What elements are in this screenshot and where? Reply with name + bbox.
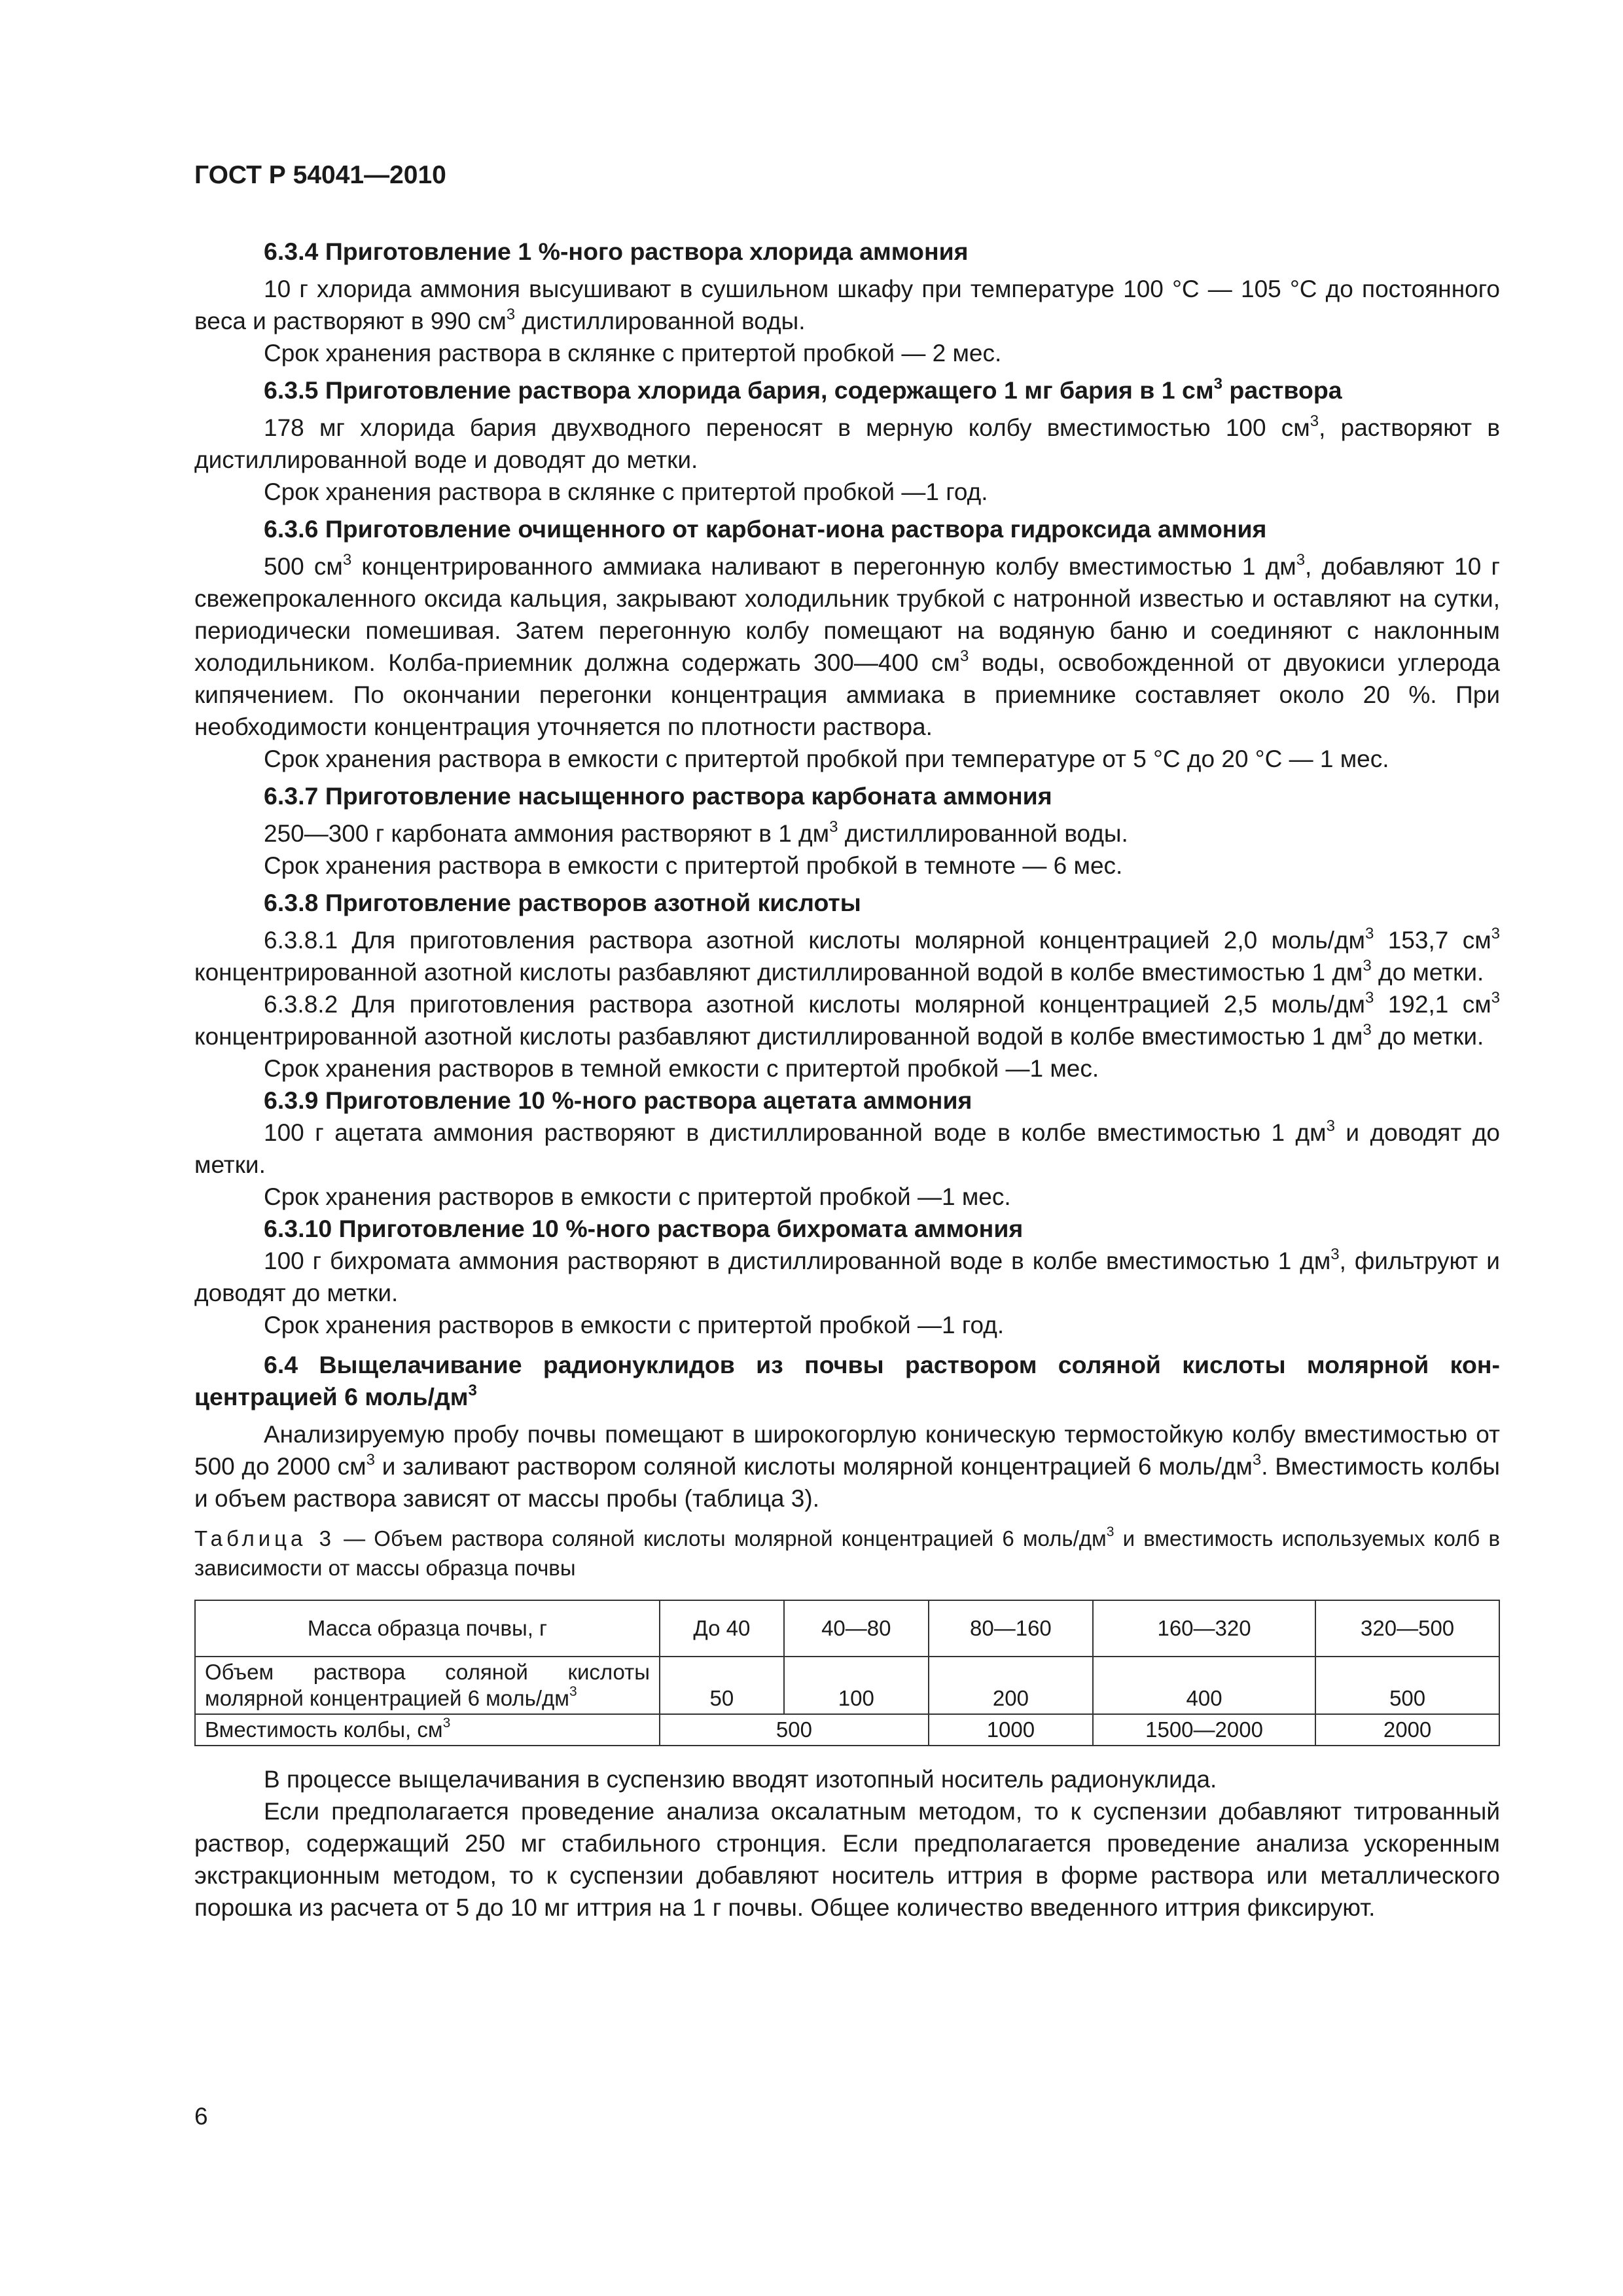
paragraph: 100 г ацетата аммония растворяют в дистиллированной воде в колбе вместимостью 1 $дм^3$ и доводят до метки.: [194, 1117, 1500, 1178]
table-row-label: Объем раствора соляной кислоты молярной концентрацией 6 моль/$дм^3$: [195, 1657, 660, 1714]
table-caption: Таблица 3 — Объем раствора соляной кислоты молярной концентрацией 6 моль/$дм^3$ и вместимость используемых колб в зависимости от массы образца почвы: [194, 1524, 1500, 1580]
paragraph: 100 г бихромата аммония растворяют в дистиллированной воде в колбе вместимостью 1 $дм^3$, фильтруют и доводят до метки.: [194, 1246, 1500, 1306]
table-header-cell: 160—320: [1093, 1600, 1315, 1657]
paragraph: 10 г хлорида аммония высушивают в сушильном шкафу при температуре 100 °С — 105 °С до постоянного веса и растворяют в 990 $см^3$ дистиллированной воды.: [194, 276, 1500, 334]
paragraph: Срок хранения растворов в емкости с притертой пробкой —1 год.: [264, 1312, 1005, 1338]
paragraph: 500 $см^3$ концентрированного аммиака наливают в перегонную колбу вместимостью 1 $дм^3$, добавляют 10 г свежепрокаленного оксида кальция, закрывают холодильник трубкой с натронной известью и оставляют на сутки, периодически помешивая. Затем перегонную колбу помещают на водяную баню и соединяют с наклонным холодильником. Колба-приемник должна содержать 300—400 $см^3$ воды, освобожденной от двуокиси углерода кипячением. По окончании перегонки концентрация аммиака в приемнике составляет около 20 %. При необходимости концентрация уточняется по плотности раствора.: [194, 551, 1500, 740]
table-row-label: Вместимость колбы, $см^3$: [195, 1714, 660, 1746]
table-header-cell: 320—500: [1315, 1600, 1499, 1657]
paragraph: Срок хранения раствора в склянке с притертой пробкой — 2 мес.: [264, 340, 1002, 367]
table-header-cell: 80—160: [929, 1600, 1093, 1657]
soil-table: [194, 1600, 1500, 1746]
table-cell: 1000: [929, 1714, 1093, 1746]
paragraph: Срок хранения раствора в емкости с притертой пробкой в темноте — 6 мес.: [264, 852, 1123, 879]
heading-6-3-5: 6.3.5 Приготовление раствора хлорида бария, содержащего 1 мг бария в 1 $см^3$ раствора: [264, 375, 1342, 404]
paragraph: Срок хранения раствора в емкости с притертой пробкой при температуре от 5 °С до 20 °С — 1 мес.: [264, 745, 1389, 772]
page-content: [194, 230, 1500, 1924]
table-cell: 2000: [1315, 1714, 1499, 1746]
paragraph: Срок хранения растворов в емкости с притертой пробкой —1 мес.: [264, 1183, 1011, 1210]
heading-6-3-10: 6.3.10 Приготовление 10 %-ного раствора бихромата аммония: [264, 1215, 1024, 1242]
paragraph: 6.3.8.2 Для приготовления раствора азотной кислоты молярной концентрацией 2,5 моль/$дм^3$ 192,1 $см^3$ концентрированной азотной кислоты разбавляют дистиллированной водой в колбе вместимостью 1 $дм^3$ до метки.: [194, 989, 1500, 1050]
table-header-cell: До 40: [660, 1600, 784, 1657]
table-cell: 50: [660, 1657, 784, 1714]
paragraph: Срок хранения растворов в темной емкости с притертой пробкой —1 мес.: [264, 1055, 1099, 1082]
table-cell: 400: [1093, 1657, 1315, 1714]
paragraph: 6.3.8.1 Для приготовления раствора азотной кислоты молярной концентрацией 2,0 моль/$дм^3$ 153,7 $см^3$ концентрированной азотной кислоты разбавляют дистиллированной водой в колбе вместимостью 1 $дм^3$ до метки.: [194, 925, 1500, 986]
page-number: 6: [194, 2103, 208, 2130]
paragraph: Срок хранения раствора в склянке с притертой пробкой —1 год.: [264, 478, 988, 505]
standard-header: ГОСТ Р 54041—2010: [194, 161, 446, 189]
paragraph: 250—300 г карбоната аммония растворяют в 1 $дм^3$ дистиллированной воды.: [264, 818, 1128, 847]
table-cell: 500: [1315, 1657, 1499, 1714]
table-cell: 1500—2000: [1093, 1714, 1315, 1746]
table-header-cell: Масса образца почвы, г: [195, 1600, 660, 1657]
heading-6-3-6: 6.3.6 Приготовление очищенного от карбонат-иона раствора гидроксида аммония: [264, 515, 1267, 543]
table-header-cell: 40—80: [784, 1600, 929, 1657]
table-cell: 200: [929, 1657, 1093, 1714]
table-header-row: [195, 1600, 1499, 1657]
table-row: [195, 1714, 1499, 1746]
heading-6-3-4: 6.3.4 Приготовление 1 %-ного раствора хлорида аммония: [264, 238, 969, 265]
table-row: [195, 1657, 1499, 1714]
table-cell: 100: [784, 1657, 929, 1714]
paragraph: 178 мг хлорида бария двухводного переносят в мерную колбу вместимостью 100 $см^3$, растворяют в дистиллированной воде и доводят до метки.: [194, 412, 1501, 473]
table-cell: 500: [660, 1714, 929, 1746]
paragraph: В процессе выщелачивания в суспензию вводят изотопный носитель радионуклида.: [264, 1766, 1217, 1793]
heading-6-4: 6.4 Выщелачивание радионуклидов из почвы раствором соляной кислоты молярной концентрацией 6 моль/$дм^3$: [194, 1351, 1500, 1410]
paragraph: Анализируемую пробу почвы помещают в широкогорлую коническую термостойкую колбу вместимостью от 500 до 2000 $см^3$ и заливают раствором соляной кислоты молярной концентрацией 6 моль/$дм^3$. Вместимость колбы и объем раствора зависят от массы пробы (таблица 3).: [194, 1421, 1500, 1512]
heading-6-3-9: 6.3.9 Приготовление 10 %-ного раствора ацетата аммония: [264, 1086, 972, 1114]
paragraph: Если предполагается проведение анализа оксалатным методом, то к суспензии добавляют титрованный раствор, содержащий 250 мг стабильного стронция. Если предполагается проведение анализа ускоренным экстракционным методом, то к суспензии добавляют носитель иттрия в форме раствора или металлического порошка из расчета от 5 до 10 мг иттрия на 1 г почвы. Общее количество введенного иттрия фиксируют.: [194, 1798, 1500, 1921]
heading-6-3-7: 6.3.7 Приготовление насыщенного раствора карбоната аммония: [264, 782, 1052, 810]
heading-6-3-8: 6.3.8 Приготовление растворов азотной кислоты: [264, 889, 861, 916]
